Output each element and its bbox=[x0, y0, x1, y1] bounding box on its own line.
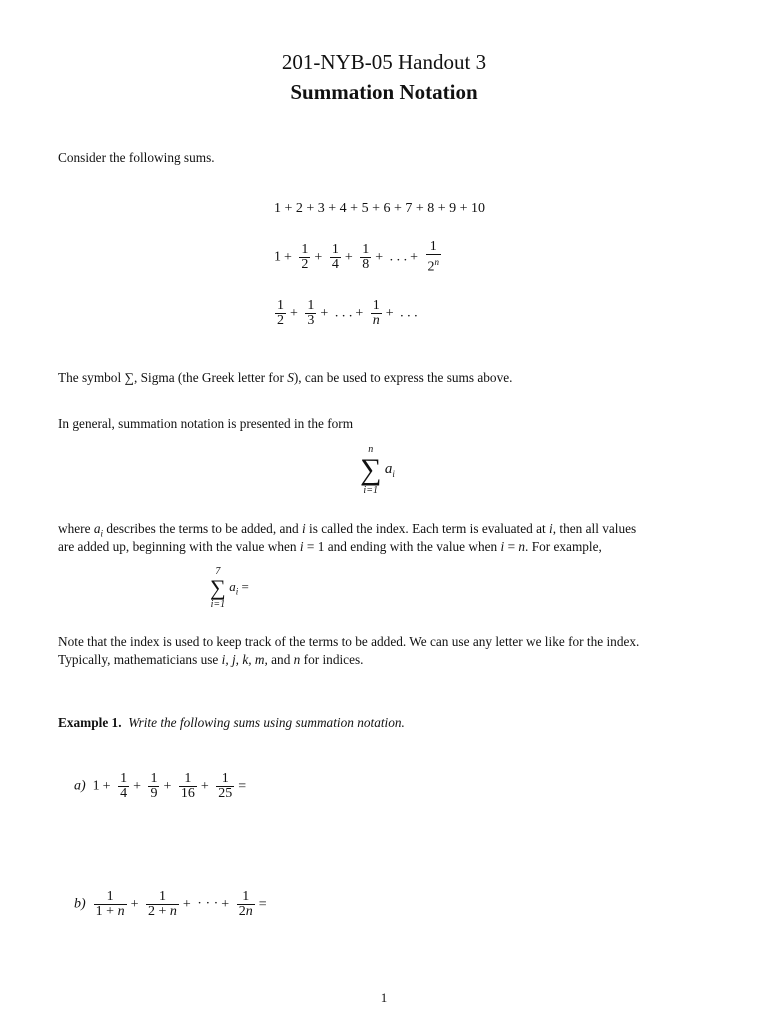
course-heading: 201-NYB-05 Handout 3 bbox=[281, 50, 487, 74]
example-part-b: b) $\frac{1}{1 + n}$ + $\frac{1}{2 + n}$ + · · · + $\frac{1}{2n}$ = bbox=[74, 889, 267, 919]
sum-integers: 1 + 2 + 3 + 4 + 5 + 6 + 7 + 8 + 9 + 10 bbox=[274, 201, 486, 216]
note-line-2: Typically, mathematicians use i, j, k, m, and n for indices. bbox=[58, 652, 364, 667]
page-title: Summation Notation bbox=[290, 80, 478, 104]
page-number: 1 bbox=[380, 990, 388, 1005]
general-sigma-formula: n ∑ i=1 $a_i$ bbox=[360, 444, 395, 496]
general-form-text: In general, summation notation is presented in the form bbox=[58, 416, 354, 431]
example-sigma-formula: 7 ∑ i=1 $a_i$ = bbox=[210, 566, 249, 610]
example-heading: Example 1. Write the following sums using summation notation. bbox=[58, 715, 405, 730]
sigma-symbol: ∑ bbox=[124, 370, 134, 385]
sum-harmonic: $\frac{1}{2}$ + $\frac{1}{3}$ + . . . + $\frac{1}{n}$ + . . . bbox=[277, 298, 418, 328]
sum-powers-of-half: 1 + $\frac{1}{2}$ + $\frac{1}{4}$ + $\frac{1}{8}$ + . . . + $\frac{1}{2^n}$ bbox=[274, 239, 440, 275]
example-part-a: a) 1 + $\frac{1}{4}$ + $\frac{1}{9}$ + $\frac{1}{16}$ + $\frac{1}{25}$ = bbox=[74, 771, 247, 801]
note-line-1: Note that the index is used to keep track of the terms to be added. We can use any letter we like for the index. bbox=[58, 634, 640, 649]
where-line-2: are added up, beginning with the value when i = 1 and ending with the value when i = n. For example, bbox=[58, 539, 602, 554]
sigma-sentence: The symbol ∑, Sigma (the Greek letter for S), can be used to express the sums above. bbox=[58, 370, 513, 385]
intro-text: Consider the following sums. bbox=[58, 150, 215, 165]
where-line-1: where $a_i$ describes the terms to be added, and i is called the index. Each term is evaluated at i, then all values bbox=[58, 521, 637, 539]
